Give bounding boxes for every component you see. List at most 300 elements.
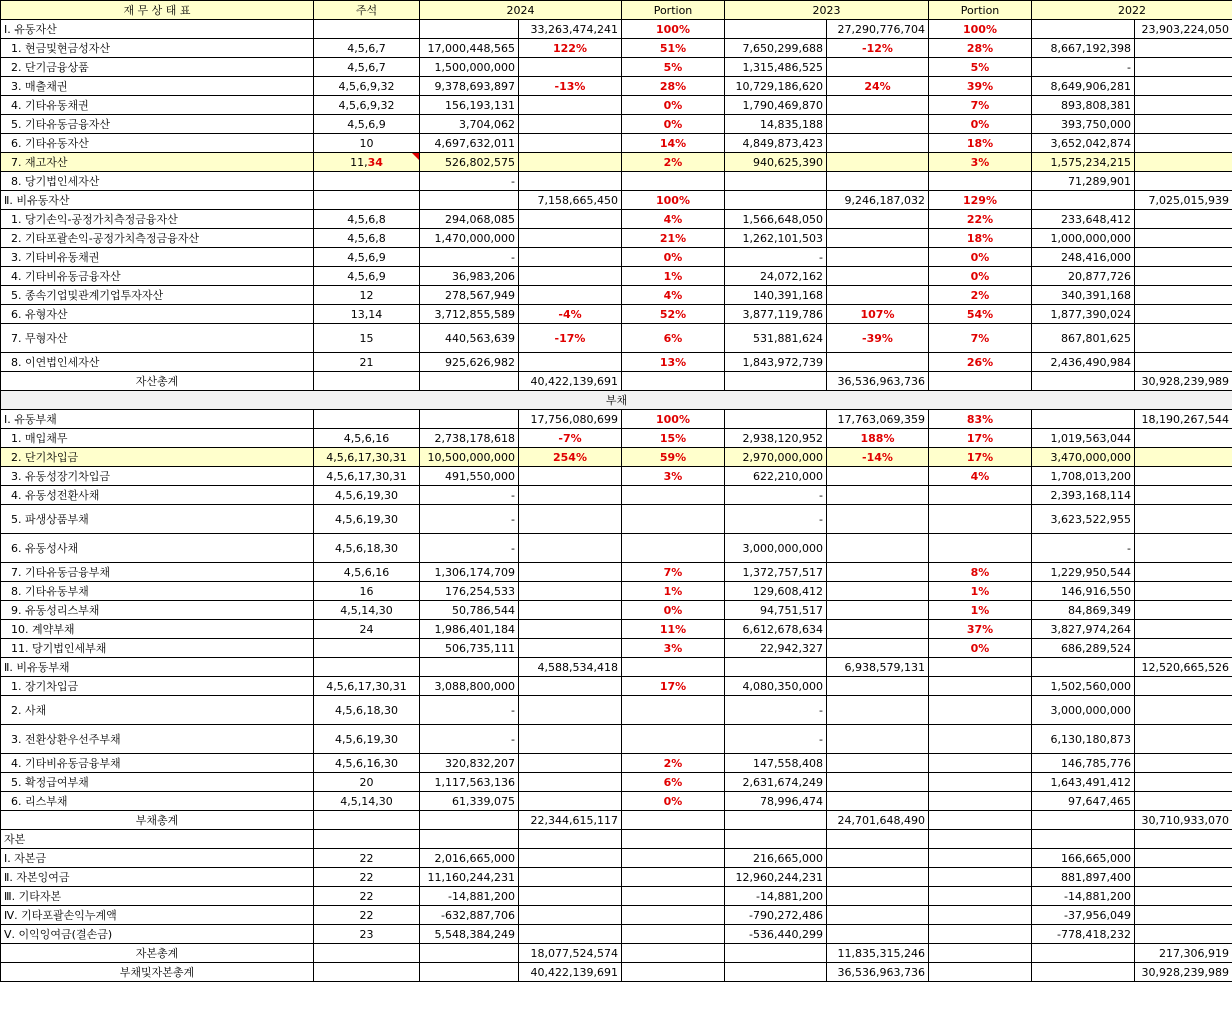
value-2024[interactable]: - — [420, 534, 519, 563]
total-2022[interactable] — [1135, 505, 1232, 534]
header-2024[interactable]: 2024 — [420, 1, 622, 20]
portion-2023[interactable] — [929, 372, 1032, 391]
value-2024[interactable]: 17,000,448,565 — [420, 39, 519, 58]
portion-2023[interactable]: 4% — [929, 467, 1032, 486]
value-2023[interactable] — [725, 963, 827, 982]
portion-2023[interactable]: 54% — [929, 305, 1032, 324]
total-2023[interactable] — [827, 286, 929, 305]
portion-2023[interactable]: 3% — [929, 153, 1032, 172]
total-2024[interactable]: 33,263,474,241 — [519, 20, 622, 39]
row-note[interactable]: 4,5,6,19,30 — [314, 725, 420, 754]
value-2024[interactable] — [420, 372, 519, 391]
row-label[interactable]: 5. 파생상품부채 — [1, 505, 314, 534]
value-2024[interactable]: 1,500,000,000 — [420, 58, 519, 77]
total-2024[interactable] — [519, 353, 622, 372]
value-2024[interactable]: 11,160,244,231 — [420, 868, 519, 887]
value-2022[interactable]: -778,418,232 — [1032, 925, 1135, 944]
value-2022[interactable] — [1032, 410, 1135, 429]
total-2022[interactable] — [1135, 868, 1232, 887]
row-label[interactable]: 6. 유형자산 — [1, 305, 314, 324]
total-2022[interactable] — [1135, 486, 1232, 505]
row-label[interactable]: 1. 현금및현금성자산 — [1, 39, 314, 58]
portion-2023[interactable] — [929, 792, 1032, 811]
total-2023[interactable] — [827, 849, 929, 868]
value-2023[interactable]: - — [725, 486, 827, 505]
total-2023[interactable] — [827, 677, 929, 696]
value-2022[interactable]: 1,000,000,000 — [1032, 229, 1135, 248]
total-2023[interactable]: 9,246,187,032 — [827, 191, 929, 210]
total-2022[interactable] — [1135, 58, 1232, 77]
total-2024[interactable] — [519, 582, 622, 601]
portion-2024[interactable] — [622, 725, 725, 754]
row-label[interactable]: 5. 확정급여부채 — [1, 773, 314, 792]
total-2023[interactable] — [827, 229, 929, 248]
value-2022[interactable] — [1032, 963, 1135, 982]
total-2023[interactable]: 27,290,776,704 — [827, 20, 929, 39]
row-label[interactable]: 자본 — [1, 830, 314, 849]
total-2022[interactable] — [1135, 830, 1232, 849]
portion-2023[interactable] — [929, 172, 1032, 191]
total-2024[interactable] — [519, 754, 622, 773]
portion-2024[interactable] — [622, 944, 725, 963]
value-2022[interactable]: 1,575,234,215 — [1032, 153, 1135, 172]
total-2022[interactable] — [1135, 229, 1232, 248]
row-note[interactable]: 4,5,14,30 — [314, 601, 420, 620]
portion-2024[interactable]: 6% — [622, 324, 725, 353]
total-2024[interactable]: 40,422,139,691 — [519, 963, 622, 982]
value-2023[interactable]: -14,881,200 — [725, 887, 827, 906]
row-note[interactable]: 16 — [314, 582, 420, 601]
row-label[interactable]: 5. 기타유동금융자산 — [1, 115, 314, 134]
row-note[interactable] — [314, 830, 420, 849]
row-note[interactable] — [314, 811, 420, 830]
total-2022[interactable]: 217,306,919 — [1135, 944, 1232, 963]
value-2024[interactable]: 36,983,206 — [420, 267, 519, 286]
value-2024[interactable]: 5,548,384,249 — [420, 925, 519, 944]
growth-2023[interactable]: 188% — [827, 429, 929, 448]
total-2022[interactable] — [1135, 429, 1232, 448]
portion-2024[interactable] — [622, 868, 725, 887]
value-2024[interactable]: -632,887,706 — [420, 906, 519, 925]
value-2022[interactable]: 1,877,390,024 — [1032, 305, 1135, 324]
value-2024[interactable]: 3,704,062 — [420, 115, 519, 134]
row-label[interactable]: Ⅱ. 자본잉여금 — [1, 868, 314, 887]
value-2022[interactable]: 3,470,000,000 — [1032, 448, 1135, 467]
row-label[interactable]: Ⅱ. 비유동부채 — [1, 658, 314, 677]
total-2022[interactable] — [1135, 115, 1232, 134]
total-2024[interactable] — [519, 639, 622, 658]
total-2024[interactable] — [519, 696, 622, 725]
value-2023[interactable] — [725, 830, 827, 849]
total-2023[interactable] — [827, 134, 929, 153]
portion-2023[interactable]: 37% — [929, 620, 1032, 639]
total-2024[interactable] — [519, 534, 622, 563]
portion-2023[interactable] — [929, 505, 1032, 534]
total-2022[interactable] — [1135, 39, 1232, 58]
portion-2023[interactable]: 8% — [929, 563, 1032, 582]
total-2022[interactable] — [1135, 286, 1232, 305]
portion-2023[interactable]: 28% — [929, 39, 1032, 58]
portion-2024[interactable]: 21% — [622, 229, 725, 248]
total-2023[interactable]: 36,536,963,736 — [827, 372, 929, 391]
value-2022[interactable]: 867,801,625 — [1032, 324, 1135, 353]
portion-2023[interactable]: 26% — [929, 353, 1032, 372]
row-label[interactable]: 자본총계 — [1, 944, 314, 963]
value-2023[interactable] — [725, 191, 827, 210]
value-2024[interactable]: - — [420, 172, 519, 191]
portion-2024[interactable]: 4% — [622, 210, 725, 229]
total-2022[interactable] — [1135, 353, 1232, 372]
value-2024[interactable] — [420, 811, 519, 830]
value-2024[interactable]: 2,016,665,000 — [420, 849, 519, 868]
portion-2024[interactable]: 3% — [622, 467, 725, 486]
total-2022[interactable] — [1135, 601, 1232, 620]
value-2024[interactable]: 3,088,800,000 — [420, 677, 519, 696]
value-2023[interactable]: 147,558,408 — [725, 754, 827, 773]
portion-2024[interactable] — [622, 906, 725, 925]
portion-2023[interactable] — [929, 868, 1032, 887]
portion-2023[interactable] — [929, 849, 1032, 868]
header-note[interactable]: 주석 — [314, 1, 420, 20]
portion-2024[interactable]: 1% — [622, 267, 725, 286]
value-2024[interactable]: 1,306,174,709 — [420, 563, 519, 582]
row-note[interactable] — [314, 153, 420, 172]
value-2023[interactable] — [725, 410, 827, 429]
value-2024[interactable]: 176,254,533 — [420, 582, 519, 601]
row-note[interactable] — [314, 20, 420, 39]
total-2022[interactable]: 7,025,015,939 — [1135, 191, 1232, 210]
total-2023[interactable]: 24,701,648,490 — [827, 811, 929, 830]
total-2022[interactable] — [1135, 153, 1232, 172]
total-2022[interactable] — [1135, 849, 1232, 868]
value-2024[interactable]: 294,068,085 — [420, 210, 519, 229]
portion-2023[interactable] — [929, 887, 1032, 906]
value-2024[interactable]: -14,881,200 — [420, 887, 519, 906]
total-2024[interactable] — [519, 830, 622, 849]
value-2024[interactable]: - — [420, 696, 519, 725]
value-2024[interactable]: - — [420, 505, 519, 534]
total-2022[interactable] — [1135, 639, 1232, 658]
value-2022[interactable]: 84,869,349 — [1032, 601, 1135, 620]
row-label[interactable]: 6. 기타유동자산 — [1, 134, 314, 153]
value-2024[interactable]: - — [420, 725, 519, 754]
value-2022[interactable] — [1032, 20, 1135, 39]
total-2022[interactable] — [1135, 582, 1232, 601]
row-label[interactable]: Ⅳ. 기타포괄손익누계액 — [1, 906, 314, 925]
value-2023[interactable] — [725, 20, 827, 39]
value-2022[interactable]: 1,708,013,200 — [1032, 467, 1135, 486]
portion-2024[interactable]: 59% — [622, 448, 725, 467]
portion-2023[interactable] — [929, 725, 1032, 754]
value-2024[interactable]: 1,470,000,000 — [420, 229, 519, 248]
portion-2024[interactable] — [622, 811, 725, 830]
row-note[interactable]: 4,5,6,18,30 — [314, 534, 420, 563]
total-2024[interactable] — [519, 563, 622, 582]
value-2022[interactable] — [1032, 372, 1135, 391]
value-2023[interactable]: 14,835,188 — [725, 115, 827, 134]
value-2023[interactable]: 6,612,678,634 — [725, 620, 827, 639]
total-2022[interactable] — [1135, 267, 1232, 286]
portion-2024[interactable]: 100% — [622, 410, 725, 429]
portion-2024[interactable] — [622, 963, 725, 982]
total-2022[interactable]: 18,190,267,544 — [1135, 410, 1232, 429]
value-2023[interactable]: - — [725, 725, 827, 754]
portion-2023[interactable]: 0% — [929, 267, 1032, 286]
growth-2024[interactable]: 254% — [519, 448, 622, 467]
total-2023[interactable] — [827, 505, 929, 534]
growth-2023[interactable]: -14% — [827, 448, 929, 467]
row-note[interactable]: 4,5,6,9 — [314, 248, 420, 267]
total-2023[interactable] — [827, 792, 929, 811]
row-note[interactable] — [314, 372, 420, 391]
total-2022[interactable] — [1135, 77, 1232, 96]
value-2024[interactable] — [420, 658, 519, 677]
value-2022[interactable] — [1032, 811, 1135, 830]
portion-2023[interactable]: 5% — [929, 58, 1032, 77]
value-2022[interactable]: 166,665,000 — [1032, 849, 1135, 868]
total-2024[interactable]: 18,077,524,574 — [519, 944, 622, 963]
value-2024[interactable] — [420, 410, 519, 429]
value-2024[interactable]: - — [420, 486, 519, 505]
value-2024[interactable]: 4,697,632,011 — [420, 134, 519, 153]
portion-2024[interactable] — [622, 172, 725, 191]
total-2024[interactable] — [519, 467, 622, 486]
value-2022[interactable]: - — [1032, 534, 1135, 563]
value-2023[interactable]: 1,790,469,870 — [725, 96, 827, 115]
value-2023[interactable]: 940,625,390 — [725, 153, 827, 172]
row-label[interactable]: 3. 유동성장기차입금 — [1, 467, 314, 486]
portion-2023[interactable]: 17% — [929, 429, 1032, 448]
row-label[interactable]: 8. 이연법인세자산 — [1, 353, 314, 372]
total-2024[interactable] — [519, 115, 622, 134]
portion-2023[interactable] — [929, 534, 1032, 563]
portion-2024[interactable]: 17% — [622, 677, 725, 696]
row-label[interactable]: Ⅴ. 이익잉여금(결손금) — [1, 925, 314, 944]
value-2022[interactable]: 893,808,381 — [1032, 96, 1135, 115]
portion-2024[interactable]: 0% — [622, 248, 725, 267]
row-note[interactable] — [314, 944, 420, 963]
portion-2023[interactable]: 18% — [929, 229, 1032, 248]
total-2023[interactable] — [827, 754, 929, 773]
portion-2023[interactable] — [929, 696, 1032, 725]
row-note[interactable]: 4,5,6,8 — [314, 210, 420, 229]
value-2023[interactable]: 531,881,624 — [725, 324, 827, 353]
portion-2024[interactable]: 51% — [622, 39, 725, 58]
portion-2023[interactable]: 39% — [929, 77, 1032, 96]
value-2023[interactable]: 1,262,101,503 — [725, 229, 827, 248]
value-2023[interactable]: 1,372,757,517 — [725, 563, 827, 582]
value-2022[interactable]: 1,019,563,044 — [1032, 429, 1135, 448]
value-2023[interactable]: 78,996,474 — [725, 792, 827, 811]
value-2022[interactable]: -37,956,049 — [1032, 906, 1135, 925]
row-label[interactable]: 3. 기타비유동채권 — [1, 248, 314, 267]
row-note[interactable]: 4,5,6,9 — [314, 267, 420, 286]
portion-2023[interactable]: 0% — [929, 115, 1032, 134]
portion-2024[interactable]: 0% — [622, 601, 725, 620]
total-2023[interactable] — [827, 96, 929, 115]
portion-2023[interactable]: 7% — [929, 96, 1032, 115]
portion-2024[interactable] — [622, 658, 725, 677]
row-note[interactable]: 23 — [314, 925, 420, 944]
value-2024[interactable]: 1,117,563,136 — [420, 773, 519, 792]
value-2024[interactable]: 1,986,401,184 — [420, 620, 519, 639]
value-2024[interactable]: 3,712,855,589 — [420, 305, 519, 324]
value-2022[interactable]: 71,289,901 — [1032, 172, 1135, 191]
portion-2024[interactable]: 100% — [622, 20, 725, 39]
value-2022[interactable]: 686,289,524 — [1032, 639, 1135, 658]
row-note[interactable]: 4,5,6,16 — [314, 563, 420, 582]
value-2022[interactable]: 8,649,906,281 — [1032, 77, 1135, 96]
total-2022[interactable] — [1135, 792, 1232, 811]
total-2023[interactable] — [827, 725, 929, 754]
value-2022[interactable] — [1032, 944, 1135, 963]
portion-2023[interactable] — [929, 963, 1032, 982]
row-label[interactable]: 2. 단기차입금 — [1, 448, 314, 467]
portion-2024[interactable]: 1% — [622, 582, 725, 601]
total-2023[interactable]: 36,536,963,736 — [827, 963, 929, 982]
total-2024[interactable] — [519, 58, 622, 77]
portion-2023[interactable] — [929, 906, 1032, 925]
row-label[interactable]: 5. 종속기업및관계기업투자자산 — [1, 286, 314, 305]
value-2023[interactable]: 94,751,517 — [725, 601, 827, 620]
portion-2023[interactable] — [929, 773, 1032, 792]
row-note[interactable]: 4,5,6,16 — [314, 429, 420, 448]
value-2022[interactable]: 2,436,490,984 — [1032, 353, 1135, 372]
portion-2024[interactable]: 13% — [622, 353, 725, 372]
total-2023[interactable] — [827, 486, 929, 505]
portion-2023[interactable]: 83% — [929, 410, 1032, 429]
value-2024[interactable]: 440,563,639 — [420, 324, 519, 353]
total-2023[interactable] — [827, 925, 929, 944]
row-note[interactable]: 4,5,6,9,32 — [314, 77, 420, 96]
growth-2023[interactable]: 24% — [827, 77, 929, 96]
total-2022[interactable] — [1135, 887, 1232, 906]
total-2023[interactable]: 6,938,579,131 — [827, 658, 929, 677]
value-2023[interactable]: - — [725, 505, 827, 534]
total-2022[interactable]: 12,520,665,526 — [1135, 658, 1232, 677]
row-note[interactable] — [314, 191, 420, 210]
row-label[interactable]: 7. 기타유동금융부채 — [1, 563, 314, 582]
row-note[interactable]: 4,5,6,7 — [314, 58, 420, 77]
growth-2024[interactable]: -17% — [519, 324, 622, 353]
total-2024[interactable] — [519, 868, 622, 887]
total-2023[interactable] — [827, 639, 929, 658]
total-2024[interactable] — [519, 725, 622, 754]
total-2022[interactable] — [1135, 925, 1232, 944]
total-2022[interactable] — [1135, 448, 1232, 467]
value-2022[interactable]: 248,416,000 — [1032, 248, 1135, 267]
total-2023[interactable] — [827, 620, 929, 639]
value-2024[interactable] — [420, 191, 519, 210]
portion-2023[interactable]: 0% — [929, 639, 1032, 658]
row-note[interactable] — [314, 658, 420, 677]
portion-2024[interactable]: 2% — [622, 153, 725, 172]
row-note[interactable]: 4,5,6,16,30 — [314, 754, 420, 773]
value-2023[interactable]: 216,665,000 — [725, 849, 827, 868]
row-note[interactable]: 22 — [314, 887, 420, 906]
total-2022[interactable] — [1135, 134, 1232, 153]
portion-2023[interactable]: 18% — [929, 134, 1032, 153]
row-label[interactable]: 6. 리스부채 — [1, 792, 314, 811]
total-2022[interactable] — [1135, 677, 1232, 696]
portion-2024[interactable] — [622, 830, 725, 849]
row-note[interactable]: 12 — [314, 286, 420, 305]
row-label[interactable]: Ⅰ. 유동자산 — [1, 20, 314, 39]
value-2023[interactable]: - — [725, 696, 827, 725]
growth-2023[interactable]: -12% — [827, 39, 929, 58]
row-note[interactable]: 4,5,6,17,30,31 — [314, 467, 420, 486]
total-2024[interactable]: 17,756,080,699 — [519, 410, 622, 429]
portion-2023[interactable]: 100% — [929, 20, 1032, 39]
total-2023[interactable]: 17,763,069,359 — [827, 410, 929, 429]
value-2022[interactable] — [1032, 191, 1135, 210]
total-2022[interactable] — [1135, 754, 1232, 773]
value-2024[interactable]: 10,500,000,000 — [420, 448, 519, 467]
total-2024[interactable] — [519, 210, 622, 229]
portion-2024[interactable] — [622, 534, 725, 563]
total-2023[interactable] — [827, 830, 929, 849]
total-2023[interactable] — [827, 582, 929, 601]
row-note[interactable]: 13,14 — [314, 305, 420, 324]
total-2024[interactable] — [519, 134, 622, 153]
row-label[interactable]: 6. 유동성사채 — [1, 534, 314, 563]
total-2022[interactable] — [1135, 467, 1232, 486]
header-2023[interactable]: 2023 — [725, 1, 929, 20]
value-2023[interactable]: 7,650,299,688 — [725, 39, 827, 58]
value-2022[interactable]: 146,916,550 — [1032, 582, 1135, 601]
total-2024[interactable] — [519, 286, 622, 305]
row-label[interactable]: 1. 장기차입금 — [1, 677, 314, 696]
portion-2023[interactable]: 1% — [929, 601, 1032, 620]
value-2022[interactable]: 393,750,000 — [1032, 115, 1135, 134]
portion-2023[interactable] — [929, 658, 1032, 677]
total-2022[interactable] — [1135, 620, 1232, 639]
comment-indicator-icon[interactable] — [412, 153, 419, 160]
total-2024[interactable] — [519, 906, 622, 925]
total-2023[interactable] — [827, 267, 929, 286]
value-2023[interactable]: - — [725, 248, 827, 267]
total-2023[interactable] — [827, 601, 929, 620]
value-2024[interactable]: 320,832,207 — [420, 754, 519, 773]
value-2023[interactable]: 1,315,486,525 — [725, 58, 827, 77]
total-2024[interactable] — [519, 248, 622, 267]
value-2022[interactable]: 1,643,491,412 — [1032, 773, 1135, 792]
value-2024[interactable]: 491,550,000 — [420, 467, 519, 486]
total-2024[interactable] — [519, 849, 622, 868]
total-2024[interactable]: 7,158,665,450 — [519, 191, 622, 210]
value-2023[interactable]: 24,072,162 — [725, 267, 827, 286]
row-note[interactable] — [314, 172, 420, 191]
value-2023[interactable]: 10,729,186,620 — [725, 77, 827, 96]
value-2023[interactable]: 1,566,648,050 — [725, 210, 827, 229]
total-2024[interactable] — [519, 887, 622, 906]
value-2024[interactable] — [420, 963, 519, 982]
row-note[interactable] — [314, 639, 420, 658]
growth-2023[interactable]: 107% — [827, 305, 929, 324]
total-2024[interactable] — [519, 792, 622, 811]
portion-2024[interactable]: 4% — [622, 286, 725, 305]
row-label[interactable]: 4. 기타유동채권 — [1, 96, 314, 115]
value-2022[interactable]: 20,877,726 — [1032, 267, 1135, 286]
row-note[interactable]: 22 — [314, 906, 420, 925]
value-2022[interactable]: 1,502,560,000 — [1032, 677, 1135, 696]
total-2023[interactable] — [827, 248, 929, 267]
row-label[interactable]: 2. 단기금융상품 — [1, 58, 314, 77]
value-2024[interactable]: 506,735,111 — [420, 639, 519, 658]
row-label[interactable]: 7. 재고자산 — [1, 153, 314, 172]
growth-2023[interactable]: -39% — [827, 324, 929, 353]
total-2024[interactable]: 4,588,534,418 — [519, 658, 622, 677]
